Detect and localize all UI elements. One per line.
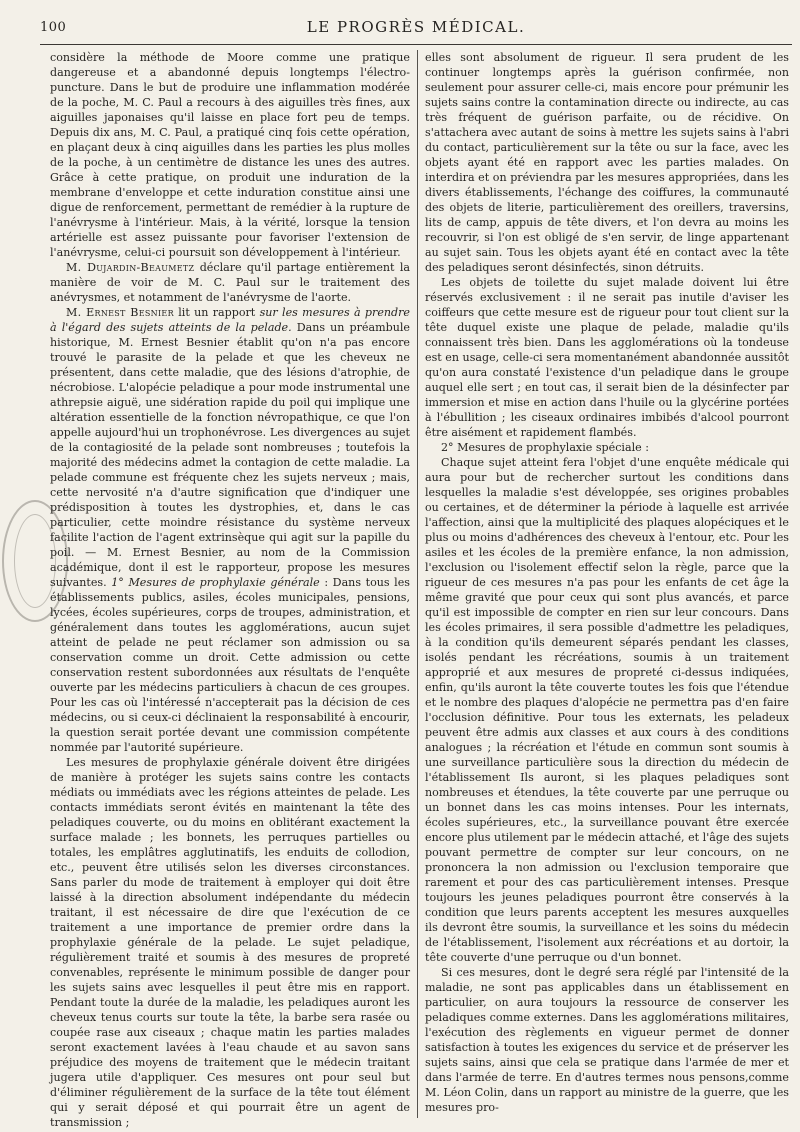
header-rule (40, 44, 792, 45)
paragraph: Les mesures de prophylaxie générale doivent être dirigées de manière à protéger les sujets sains contre les contacts médiats ou immédiats avec les régions atteintes de pelade. Les contacts immédiats seront évités en maintenant la tête des peladiques couverte, ou du moins en oblitérant exactement la surface malade ; les bonnets, les perruques partielles ou totales, les emplâtres agglutinatifs, les enduits de collodion, etc., peuvent être utilisés selon les diverses circonstances. Sans parler du mode de traitement à employer qui doit être laissé à la direction absolument indépendante du médecin traitant, il est nécessaire de dire que l'exécution de ce traitement a une importance de premier ordre dans la prophylaxie générale de la pelade. Le sujet peladique, régulièrement traité et soumis à des mesures de propreté convenables, représente le minimum possible de danger pour les sujets sains avec lesquelles il peut être mis en rapport. Pendant toute la durée de la maladie, les peladiques auront les cheveux tenus courts sur toute la tête, la barbe sera rasée ou coupée rase aux ciseaux ; chaque matin les parties malades seront exactement lavées à l'eau chaude et au savon sans préjudice des moyens de traitement que le médecin traitant jugera utile d'appliquer. Ces mesures ont pour seul but d'éliminer régulièrement de la surface de la tête tout élément qui y serait déposé et qui pourrait être un agent de transmission ; (50, 756, 410, 1129)
paragraph: Les objets de toilette du sujet malade doivent lui être réservés exclusivement : il ne serait pas inutile d'aviser les coiffeurs que cette mesure est de rigueur pour tout client sur la tête duquel existe une plaque de pelade, maladie qu'ils connaissent très bien. Dans les agglomérations où la tondeuse est en usage, celle-ci sera momentanément abandonnée aussitôt qu'on aura constaté l'existence d'un peladique dans le groupe auquel elle sert ; en tout cas, il serait bien de la désinfecter par immersion et mise en action dans l'huile ou la glycérine portées à l'ébullition ; les ciseaux ordinaires imbibés d'alcool pourront être aisément et rapidement flambés. (425, 276, 789, 439)
paragraph (50, 305, 410, 755)
right-column (425, 50, 789, 1120)
paragraph: considère la méthode de Moore comme une pratique dangereuse et a abandonné depuis longtemps l'électro-puncture. Dans le but de produire une inflammation modérée de la poche, M. C. Paul a recours à des aiguilles très fines, aux aiguilles japonaises qu'il laisse en place fort peu de temps. Depuis dix ans, M. C. Paul, a pratiqué cinq fois cette opération, en plaçant deux à cinq aiguilles dans les parties les plus molles de la poche, à un centimètre de distance les unes des autres. Grâce à cette pratique, on produit une induration de la membrane d'enveloppe et cette induration constitue ainsi une digue de renforcement, permettant de remédier à la rupture de l'anévrysme à l'intérieur. Mais, à la vérité, lorsque la tension artérielle est assez puissante pour favoriser l'extension de l'anévrysme, celui-ci poursuit son développement à l'intérieur. (50, 51, 410, 259)
paragraph-text: lit un rapport (173, 306, 260, 319)
paragraph: elles sont absolument de rigueur. Il sera prudent de les continuer longtemps après la guérison confirmée, non seulement pour assurer celle-ci, mais encore pour prémunir les sujets sains contre la contamination directe ou indirecte, au cas très fréquent de guérison parfaite, ou de récidive. On s'attachera avec autant de soins à mettre les sujets sains à l'abri du contact, particulièrement sur la tête ou sur la face, avec les objets ayant été en rapport avec les parties malades. On interdira et on préviendra par les mesures appropriées, dans les divers établissements, l'échange des coiffures, la communauté des objets de literie, particulièrement des oreillers, traversins, lits de camp, appuis de tête divers, et l'on devra au moins les recouvrir, si l'on est obligé de s'en servir, de linge appartenant au sujet sain. Tous les objets ayant été en contact avec la tête des peladiques seront désinfectés, sinon détruits. (425, 51, 789, 274)
paragraph-text: : Dans tous les établissements publics, asiles, écoles municipales, pensions, lycées, écoles supérieures, corps de troupes, administration, et généralement dans toutes les agglomérations, aucun sujet atteint de pelade ne peut réclamer son admission ou sa conservation comme un droit. Cette admission ou cette conservation restent subordonnées aux résultats de l'enquête ouverte par les médecins particuliers à chacun de ces groupes. Pour les cas où l'intéressé n'accepterait pas la décision de ces médecins, ou si ceux-ci déclinaient la responsabilité à encourir, la question serait portée devant une commission compétente nommée par l'autorité supérieure. (50, 576, 410, 754)
report-title: sur les mesures à prendre à l'égard des sujets atteints de la pelade. (50, 306, 410, 334)
left-column (50, 50, 410, 1129)
speaker-name: M. Dujardin-Beaumetz (66, 261, 195, 274)
paragraph: Chaque sujet atteint fera l'objet d'une enquête médicale qui aura pour but de rechercher surtout les conditions dans lesquelles la maladie s'est développée, ses origines probables ou certaines, et de déterminer la période à laquelle est arrivée l'affection, ainsi que la multiplicité des plaques alopéciques et le plus ou moins d'adhérences des cheveux à l'entour, etc. Pour les asiles et les écoles de la première enfance, la non admission, l'exclusion ou l'isolement effectif selon la règle, parce que la rigueur de ces mesures n'a pas pour les enfants de cet âge la même gravité que pour ceux qui sont plus avancés, et parce qu'il est impossible de compter en rien sur leur concours. Dans les écoles primaires, il sera possible d'admettre les peladiques, à la condition qu'ils demeurent séparés pendant les classes, isolés pendant les récréations, soumis à un traitement approprié et aux mesures de propreté ci-dessus indiquées, enfin, qu'ils auront la tête couverte toutes les fois que l'étendue et le nombre des plaques d'alopécie ne permettra pas d'en faire l'occlusion définitive. Pour tous les externats, les peladeux peuvent être admis aux classes et aux cours à des conditions analogues ; la récréation et l'étude en commun sont soumis à une surveillance particulière sous la direction du médecin de l'établissement Ils auront, si les plaques peladiques sont nombreuses et étendues, la tête couverte par une perruque ou un bonnet dans les cas moins intenses. Pour les internats, écoles supérieures, etc., la surveillance pouvant être exercée encore plus utilement par le médecin attaché, et l'âge des sujets pouvant permettre de compter sur leur concours, on ne prononcera la non admission ou l'exclusion temporaire que rarement et pour des cas particulièrement intenses. Presque toujours les jeunes peladiques pourront être conservés à la condition que leurs parents acceptent les mesures auxquelles ils devront être soumis, la surveillance et les soins du médecin de l'établissement, l'isolement aux récréations et au dortoir, la tête couverte d'une perruque ou d'un bonnet. (425, 456, 789, 964)
paragraph-text: déclare qu'il partage entièrement la manière de voir de M. C. Paul sur le traitement des anévrysmes, et notamment de l'anévrysme de l'aorte. (50, 261, 410, 304)
column-divider (417, 50, 418, 1118)
section-heading: 1° Mesures de prophylaxie générale (111, 576, 320, 589)
paragraph: Si ces mesures, dont le degré sera réglé par l'intensité de la maladie, ne sont pas applicables dans un établissement en particulier, on aura toujours la ressource de conserver les peladiques comme externes. Dans les agglomérations militaires, l'exécution des règlements en vigueur permet de donner satisfaction à toutes les exigences du service et de préserver les sujets sains, ainsi que cela se pratique dans l'armée de mer et dans l'armée de terre. En d'autres termes nous pensons,comme M. Léon Colin, dans un rapport au ministre de la guerre, que les mesures pro- (425, 966, 789, 1114)
page-number: 100 (40, 20, 67, 35)
page-header (40, 18, 792, 44)
paragraph (50, 260, 410, 305)
journal-title: LE PROGRÈS MÉDICAL. (306, 18, 526, 36)
section-heading: 2° Mesures de prophylaxie spéciale : (441, 441, 649, 454)
paragraph-text: Dans un préambule historique, M. Ernest Besnier établit qu'on n'a pas encore trouvé le parasite de la pelade et que les cheveux ne présentent, dans cette maladie, que des lésions d'atrophie, de nécrobiose. L'alopécie peladique a pour mode instrumental une athrepsie aiguë, une sidération rapide du poil qui implique une altération essentielle de la fonction névropathique, ce que l'on appelle aujourd'hui un trophonévrose. Les divergences au sujet de la contagiosité de la pelade sont nombreuses ; toutefois la majorité des médecins admet la contagion de cette maladie. La pelade commune est fréquente chez les sujets nerveux ; mais, cette nervosité n'a d'autre signification que d'indiquer une prédisposition à toutes les dystrophies, et, dans le cas particulier, cette moindre résistance du système nerveux facilite l'action de l'agent extrinsèque qui agit sur la papille du poil. — M. Ernest Besnier, au nom de la Commission académique, dont il est le rapporteur, propose les mesures suivantes. (50, 321, 410, 589)
speaker-name: M. Ernest Besnier (66, 306, 174, 319)
